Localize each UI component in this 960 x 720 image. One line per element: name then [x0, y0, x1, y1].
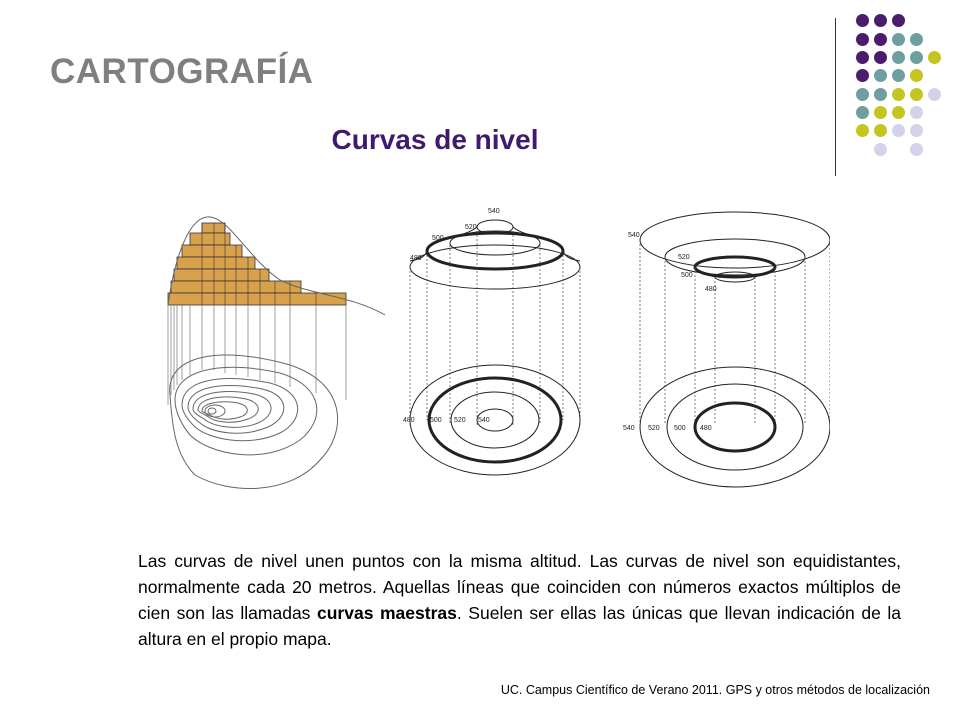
- decorative-dot-grid: [840, 14, 960, 164]
- decor-dot: [910, 51, 923, 64]
- decor-dot: [928, 51, 941, 64]
- cone-ring-label-4: 480: [403, 417, 415, 424]
- decor-dot: [892, 88, 905, 101]
- bowl-ring-label-2: 520: [648, 425, 660, 432]
- decor-dot: [910, 69, 923, 82]
- bowl-label-2: 520: [678, 254, 690, 261]
- contour-illustration: [140, 195, 830, 505]
- slide-title: CARTOGRAFÍA: [50, 52, 314, 91]
- decor-dot: [892, 14, 905, 27]
- decor-dot: [856, 88, 869, 101]
- decor-dot: [874, 106, 887, 119]
- decor-dot: [910, 88, 923, 101]
- bowl-projection-panel: [640, 212, 830, 487]
- decor-dot: [892, 33, 905, 46]
- decor-dot: [910, 33, 923, 46]
- bowl-label-1: 540: [628, 232, 640, 239]
- decor-dot: [874, 33, 887, 46]
- cone-label-4: 480: [410, 255, 422, 262]
- decor-dot: [856, 33, 869, 46]
- bowl-label-3: 500: [681, 272, 693, 279]
- slide-subtitle: Curvas de nivel: [331, 124, 539, 155]
- bowl-ring-label-4: 480: [700, 425, 712, 432]
- decorative-divider: [835, 18, 836, 176]
- paragraph-bold-term: curvas maestras: [317, 603, 457, 623]
- paragraph-text-2: . Suelen ser ellas las únicas que llevan indicación de la altura en el propio mapa.: [138, 603, 902, 649]
- decor-dot: [892, 106, 905, 119]
- decor-dot: [856, 51, 869, 64]
- cone-label-3: 500: [432, 235, 444, 242]
- decor-dot: [856, 69, 869, 82]
- decor-dot: [856, 14, 869, 27]
- slide-footer: UC. Campus Científico de Verano 2011. GPS y otros métodos de localización: [500, 683, 930, 697]
- decor-dot: [892, 124, 905, 137]
- decor-dot: [892, 51, 905, 64]
- decor-dot: [874, 14, 887, 27]
- decor-dot: [874, 88, 887, 101]
- cone-ring-label-2: 520: [454, 417, 466, 424]
- bowl-label-4: 480: [705, 286, 717, 293]
- decor-dot: [910, 106, 923, 119]
- decor-dot: [856, 124, 869, 137]
- decor-dot: [892, 69, 905, 82]
- decor-dot: [874, 143, 887, 156]
- paragraph-text-1: Las curvas de nivel unen puntos con la misma altitud. Las curvas de nivel son equidistantes, normalmente cada 20 metros. Aquellas líneas que coinciden con números exactos múltiplos de cien son las llamadas: [138, 551, 901, 623]
- decor-dot: [910, 143, 923, 156]
- decor-dot: [874, 51, 887, 64]
- decor-dot: [928, 88, 941, 101]
- cone-label-top: 540: [488, 208, 500, 215]
- hill-profile-panel: [168, 217, 385, 489]
- bowl-ring-label-3: 500: [674, 425, 686, 432]
- decor-dot: [910, 124, 923, 137]
- bowl-ring-label-1: 540: [623, 425, 635, 432]
- decor-dot: [874, 69, 887, 82]
- cone-ring-label-1: 540: [478, 417, 490, 424]
- cone-projection-panel: [410, 220, 580, 475]
- contour-lines-figure: [140, 195, 830, 505]
- cone-ring-label-3: 500: [430, 417, 442, 424]
- cone-label-2: 520: [465, 224, 477, 231]
- body-paragraph: [138, 548, 901, 652]
- decor-dot: [874, 124, 887, 137]
- decor-dot: [856, 106, 869, 119]
